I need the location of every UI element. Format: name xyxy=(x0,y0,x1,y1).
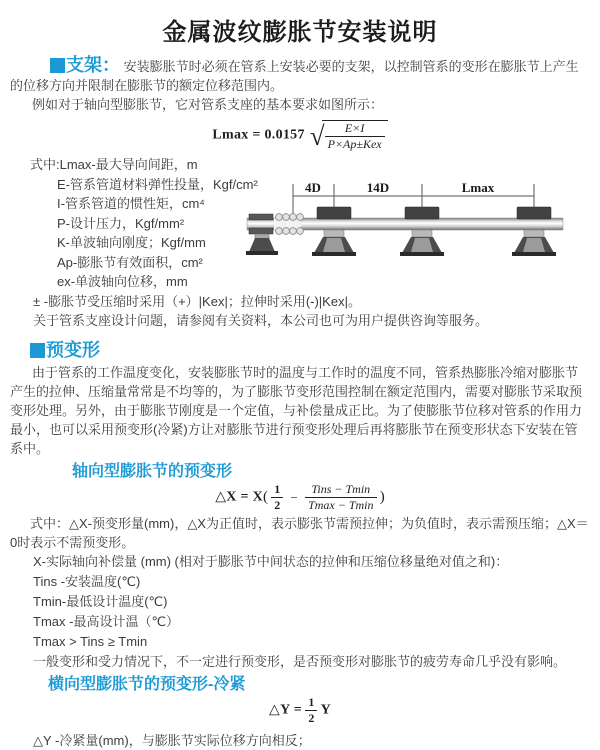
lateral-note-text: △Y -冷紧量(mm)，与膨胀节实际位移方向相反； xyxy=(33,733,311,748)
support-section-heading xyxy=(50,55,120,75)
predeform-paragraph: 由于管系的工作温度变化，安装膨胀节时的温度与工作时的温度不同，管系热膨胀冷缩对膨胀节产生的拉伸、压缩量常常是不均等的，为了膨胀节变形范围控制在额定范围内，需要对膨胀节采取预变形处理。另外，由于膨胀节刚度是一个定值，与补偿量成正比。为了使膨胀节位移对管系的作用力最小，也可以采用预变形(冷紧)方让对膨胀节进行预变形处理后再将膨胀节在预变形状态下安装在管系中。 xyxy=(10,365,583,456)
dimension-label-14d: 14D xyxy=(366,180,390,195)
half-fraction: $\frac{1}{2}$ xyxy=(305,696,317,725)
dimension-label-4d: 4D xyxy=(305,180,321,195)
document-page xyxy=(0,12,600,750)
page-title: 金属波纹膨胀节安装说明 xyxy=(162,19,438,46)
predeform-section-heading xyxy=(30,340,590,360)
parameter-line: I-管系管道的惯性矩，cm⁴ xyxy=(57,196,205,211)
axial-parameter-line: Tmin-最低设计温度(℃) xyxy=(33,594,168,609)
parameter-line: ex-单波轴向位移，mm xyxy=(57,274,188,289)
axial-parameter-block xyxy=(10,552,590,652)
axial-formula-explain: 式中：△X-预变形量(mm)，△X为正值时，表示膨张节需预拉伸；为负值时，表示需预压缩；△X＝0时表示不需预变形。 xyxy=(10,516,589,550)
bellows-icon xyxy=(274,214,303,235)
pipe-support-icon xyxy=(312,207,356,256)
consult-note-text: 关于管系支座设计问题，请参阅有关资料，本公司也可为用户提供咨询等服务。 xyxy=(33,313,489,328)
axial-predeform-heading: 轴向型膨胀节的预变形 xyxy=(72,463,233,480)
support-example-text: 例如对于轴向型膨胀节，它对管系支座的基本要求如图所示： xyxy=(32,97,384,112)
parameter-line: 式中:Lmax-最大导向间距，m xyxy=(30,157,198,172)
axial-parameter-line: Tmax -最高设计温（℃） xyxy=(33,614,180,629)
parameter-line: Ap-膨胀节有效面积，cm² xyxy=(57,254,203,270)
formula-fraction: $\frac{E\times I}{\text{P×Ap±Kex}}$ xyxy=(325,122,385,151)
axial-parameter-line: Tins -安装温度(℃) xyxy=(33,574,141,589)
axial-parameter-line: X-实际轴向补偿量 (mm) (相对于膨胀节中间状态的拉伸和压缩位移量绝对值之和)： xyxy=(33,554,509,569)
axial-predeform-formula: △X = X( $\frac{1}{2}$ − $\frac{\text{Tins − Tmin}}{Tmax - Tmin}$ ) xyxy=(215,482,385,512)
formula-lhs: △X = X xyxy=(215,489,263,505)
pm-note-text: ± -膨胀节受压缩时采用（+）|Kex|；拉伸时采用(-)|Kex|。 xyxy=(33,294,361,309)
dimension-label-lmax: Lmax xyxy=(461,180,495,195)
section-marker-icon xyxy=(50,58,65,73)
parameter-line: P-设计压力，Kgf/mm² xyxy=(57,215,185,231)
lateral-predeform-heading: 横向型膨胀节的预变形-冷紧 xyxy=(48,676,246,693)
support-intro-text: 安装膨胀节时必须在管系上安装必要的支架，以控制管系的变形在膨胀节上产生的位移方向并限制在膨胀节的额定位移范围内。 xyxy=(10,59,579,93)
pipe-support-icon xyxy=(512,207,556,256)
pipe-support-icon xyxy=(400,207,444,256)
support-heading-label: 支架： xyxy=(66,55,120,75)
sqrt-radical-icon: √ $\frac{E\times I}{\text{P×Ap±Kex}}$ xyxy=(310,120,388,151)
parameter-line: E-管系管道材料弹性投量，Kgf/cm² xyxy=(57,176,258,192)
predeform-heading-label: 预变形 xyxy=(46,340,100,360)
half-fraction: $\frac{1}{2}$ xyxy=(271,483,283,512)
formula-lhs: △Y = xyxy=(269,702,303,718)
axial-parameter-line: Tmax > Tins ≥ Tmin xyxy=(33,634,148,649)
minus-sign: − xyxy=(290,489,298,505)
section-marker-icon xyxy=(30,343,45,358)
parameter-line: K-单波轴向刚度；Kgf/mm xyxy=(57,235,206,250)
lateral-predeform-formula xyxy=(10,696,590,725)
support-intro-paragraph xyxy=(10,55,590,95)
guide-spacing-formula xyxy=(10,120,590,151)
anchor-icon xyxy=(246,214,278,255)
formula-rhs: Y xyxy=(320,702,331,718)
formula-parameter-block xyxy=(10,155,590,292)
temperature-fraction: $\frac{\text{Tins − Tmin}}{Tmax - Tmin}$ xyxy=(305,483,376,512)
formula-lhs: Lmax = 0.0157 xyxy=(212,127,305,143)
pipe-support-diagram xyxy=(245,177,590,273)
axial-note-text: 一般变形和受力情况下，不一定进行预变形，是否预变形对膨胀节的疲劳寿命几乎没有影响。 xyxy=(33,654,567,669)
